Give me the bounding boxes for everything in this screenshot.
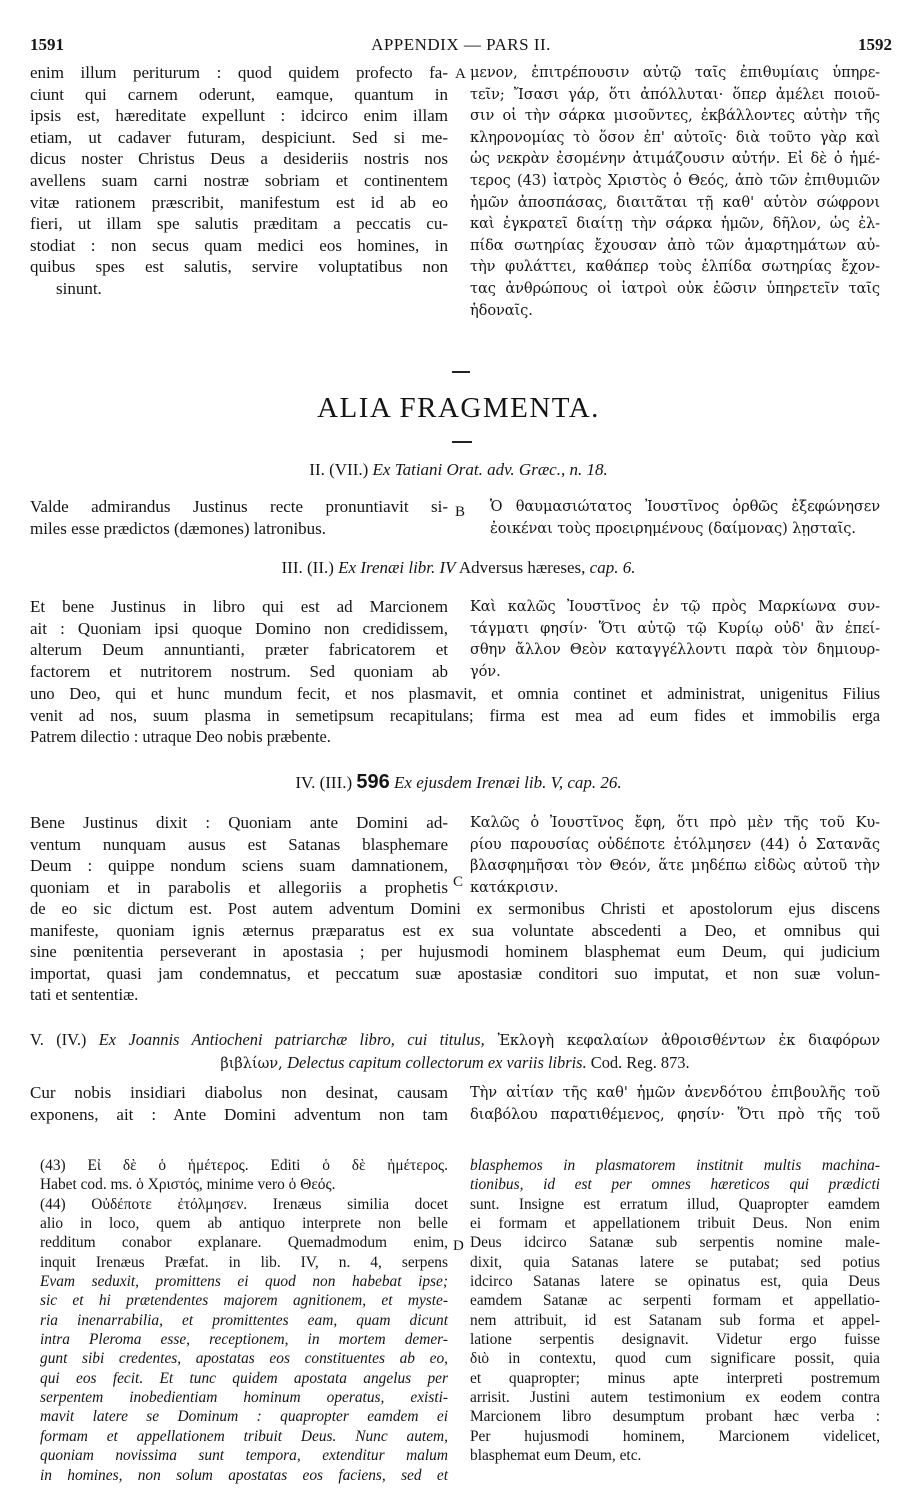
section-title: ALIA FRAGMENTA. <box>317 392 600 424</box>
text-line: διαβόλου παρατιθέμενος, φησίν· Ὅτι πρὸ τῆς τοῦ <box>470 1105 880 1123</box>
heading-numeral: V. (IV.) <box>30 1030 99 1049</box>
note-line: Deus idcirco Satanæ sub serpentis nomine male- <box>470 1234 880 1252</box>
note-line: Habet cod. ms. ὁ Χριστός, minime vero ὁ Θεός. <box>40 1176 336 1194</box>
note-line: gunt sibi credentes, apostatas eos constituentes ab eo, <box>40 1350 448 1368</box>
margin-marker-a: A <box>455 66 466 82</box>
note-line: quoniam novissima sunt tempora, extenditur malum <box>40 1447 448 1465</box>
text-line: uno Deo, qui et hunc mundum fecit, et nos plasmavit, et omnia continet et administrat, unigenitus Filius <box>30 684 880 703</box>
margin-marker-c: C <box>453 874 464 890</box>
note-line: blasphemos in plasmatorem institnit multis machina- <box>470 1157 880 1174</box>
text-line: καὶ ἐγκρατεῖ διαίτῃ τὴν σάρκα ἡμῶν, δῆλον, ὡς ἐλ- <box>470 215 880 233</box>
text-line: quibus spes est salutis, servire voluptatibus non <box>30 257 448 277</box>
note-line: sic et hi prætendentes majorem agnitionem, et myste- <box>40 1292 448 1310</box>
note-line: ei formam et appellationem tribuit Deus. Non enim <box>470 1215 880 1233</box>
note-line: latione serpentis designavit. Videtur ergo fuisse <box>470 1331 880 1349</box>
note-line: Marcionem libro desumptum probant hæc verba : <box>470 1408 880 1426</box>
note-line: arrisit. Justini autem testimonium ex eodem contra <box>470 1389 880 1407</box>
text-line: τερος (43) ἰατρὸς Χριστὸς ὁ Θεός, ἀπὸ τῶν ἐπιθυμιῶν <box>470 171 880 189</box>
note-line: mavit latere se Dominum : quapropter eamdem ei <box>40 1408 448 1426</box>
text-line: βλασφημῆσαι τὸν Θεόν, ἅτε μηδέπω εἰδὼς αὐτοῦ τὴν <box>470 857 880 875</box>
text-line: Ὁ θαυμασιώτατος Ἰουστῖνος ὀρθῶς ἐξεφώνησεν <box>490 498 880 515</box>
note-line: inquit Irenæus Præfat. in lib. IV, n. 4, serpens <box>40 1253 448 1271</box>
text-line: importat, quasi jam condemnatus, et peccatum suæ apostasiæ conditori suo imputat, et non suæ volun- <box>30 963 880 983</box>
fragment-greek <box>470 596 880 682</box>
note-line: in homines, non solum apostatas eos faciens, sed et <box>40 1466 448 1484</box>
note-line: sunt. Insigne est erratum illud, Quapropter eamdem <box>470 1195 880 1213</box>
text-line: quoniam et in parabolis et allegoriis a prophetis <box>30 877 448 897</box>
margin-marker-b: B <box>455 504 466 520</box>
text-line: τεῖν; Ἴσασι γάρ, ὅτι ἀπόλλυται· ὅπερ ἀμέλει ποιοῦ- <box>470 85 880 103</box>
text-line: ὡς νεκρὰν ἐσομένην ἀτιμάζουσιν αὐτήν. Εἰ δὲ ὁ ἡμέ- <box>470 150 880 168</box>
text-line: ἡδοναῖς. <box>470 301 533 319</box>
text-line: κατάκρισιν. <box>470 878 559 896</box>
heading-numeral: III. (II.) <box>281 558 339 577</box>
separator-dash <box>452 441 472 443</box>
text-line: σθην ἄλλον Θεὸν καταγγέλλοντι παρὰ τὸν δημιουρ- <box>470 641 880 659</box>
note-line: (44) Οὐδέποτε ἐτόλμησεν. Irenæus similia docet <box>40 1195 448 1213</box>
text-line: μενον, ἐπιτρέπουσιν αὐτῷ ταῖς ἐπιθυμίαις ὑπηρε- <box>470 64 880 81</box>
text-line: ἡμῶν ἀποσπάσας, διαιτᾶται τῇ καθ' αὑτὸν σώφρονι <box>470 193 880 211</box>
fragment-heading <box>0 557 917 579</box>
fragment-continuation <box>30 898 880 1006</box>
text-line: Bene Justinus dixit : Quoniam ante Domini ad- <box>30 813 448 832</box>
text-line: ciunt qui carnem oderunt, eamque, quantum in <box>30 84 448 104</box>
heading-source: Ex Irenæi libr. IV <box>338 558 456 577</box>
note-line: ria inenarrabilia, et promittentes eam, quam dicunt <box>40 1311 448 1329</box>
text-line: fieri, ut illam spe salutis præditam a peccatis cu- <box>30 214 448 234</box>
text-line: σιν οἱ τὴν σάρκα μισοῦντες, ἐκβάλλοντες αὐτὴν τῆς <box>470 107 880 125</box>
column-number: 596 <box>356 771 390 793</box>
text-line: alterum Deum annuntianti, præter fabricatorem et <box>30 640 448 660</box>
text-line: stodiat : non secus quam medici eos homines, in <box>30 235 448 255</box>
text-line: Et bene Justinus in libro qui est ad Marcionem <box>30 597 448 616</box>
text-line: τάγματι φησίν· Ὅτι αὐτῷ τῷ Κυρίῳ οὐδ' ἂν ἐπεί- <box>470 619 880 637</box>
fragment-heading <box>0 772 917 794</box>
note-line: serpentem inobedientiam hominum operatus, existi- <box>40 1389 448 1407</box>
note-line: eamdem Satanæ ac serpenti formam et appellatio- <box>470 1292 880 1310</box>
text-line: sinunt. <box>56 278 102 298</box>
heading-greek-title: Ἐκλογὴ κεφαλαίων ἀθροισθέντων ἐκ διαφόρων <box>484 1032 880 1049</box>
fragment-continuation <box>30 683 880 748</box>
note-line: tionibus, id est per omnes hæreticos qui prædicti <box>470 1176 880 1194</box>
heading-numeral: IV. (III.) <box>295 773 357 792</box>
fragment-heading <box>0 459 917 481</box>
text-line: avellens suam carni nostræ sobriam et continentem <box>30 170 448 190</box>
heading-work: Adversus hæreses, <box>455 558 590 577</box>
text-line: Patrem dilectio : utraque Deo nobis præbente. <box>30 727 331 747</box>
margin-marker-d: D <box>453 1238 464 1254</box>
fragment-heading <box>30 1029 880 1074</box>
text-line: dicus noster Christus Deus a desideriis nostris nos <box>30 149 448 169</box>
heading-source: Ex Joannis Antiocheni patriarchæ libro, cui titulus, <box>98 1030 485 1049</box>
heading-greek-title: βιβλίων, <box>220 1054 288 1072</box>
fragment-greek <box>470 1082 880 1125</box>
note-line: (43) Εἰ δὲ ὁ ἡμέτερος. Editi ὁ δὲ ἡμέτερος. <box>40 1157 448 1174</box>
text-line: γόν. <box>470 662 501 680</box>
text-line: vitæ rationem præscribit, manifestum est id ab eo <box>30 192 448 212</box>
running-header <box>30 34 892 58</box>
top-latin-column <box>30 62 448 300</box>
footnotes-right <box>470 1156 880 1466</box>
heading-source: Ex ejusdem Irenæi lib. V, cap. 26. <box>389 773 622 792</box>
text-line: Καλῶς ὁ Ἰουστῖνος ἔφη, ὅτι πρὸ μὲν τῆς τοῦ Κυ- <box>470 814 880 831</box>
text-line: manifeste, quoniam ignis æternus præparatus est ex sua voluntate abscedenti a Deo, et omnibus qui <box>30 920 880 940</box>
text-line: tati et sententiæ. <box>30 985 139 1005</box>
heading-latin-title: Delectus capitum collectorum ex variis libris. <box>287 1052 587 1072</box>
text-line: κληρονομίας τὸ ὅσον ἐπ' αὐτοῖς· διὰ τοῦτο γὰρ καὶ <box>470 128 880 146</box>
fragment-latin <box>30 496 448 539</box>
text-line: ait : Quoniam ipsi quoque Domino non credidissem, <box>30 618 448 638</box>
text-line: ventum nunquam ausus est Satanas blasphemare <box>30 834 448 854</box>
heading-numeral: II. (VII.) <box>309 460 373 479</box>
text-line: factorem et nutritorem nostrum. Sed quoniam ab <box>30 661 448 681</box>
text-line: venit ad nos, suum plasma in semetipsum recapitulans; firma est mea ad eum fides et immobilis erga <box>30 705 880 725</box>
note-line: qui eos fecit. Et tunc quidem apostata angelus per <box>40 1369 448 1387</box>
text-line: de eo sic dictum est. Post autem adventum Domini ex sermonibus Christi et apostolorum ejus discens <box>30 899 880 918</box>
note-line: redditum conabor explanare. Quemadmodum enim, <box>40 1234 448 1252</box>
note-line: alio in loco, quem ab antiquo interprete non belle <box>40 1215 448 1233</box>
note-line: dixit, quia Satanas latere se putabat; sed potius <box>470 1253 880 1271</box>
text-line: Cur nobis insidiari diabolus non desinat, causam <box>30 1083 448 1102</box>
text-line: ρίου παρουσίας οὐδέποτε ἐτόλμησεν (44) ὁ Σατανᾶς <box>470 835 880 853</box>
note-line: et quapropter; minus apte interpreti postremum <box>470 1369 880 1387</box>
text-line: πίδα σωτηρίας ἔχουσαν ἀπὸ τῶν ἁμαρτημάτων αὐ- <box>470 236 880 254</box>
text-line: exponens, ait : Ante Domini adventum non tam <box>30 1104 448 1124</box>
text-line: etiam, ut cadaver futuram, despiciunt. Sed si me- <box>30 127 448 147</box>
text-line: τὴν φυλάττει, καθάπερ τοὺς ἐλπίδα σωτηρίας ἔχον- <box>470 258 880 276</box>
text-line: ipsis est, hæreditate expellunt : idcirco enim illam <box>30 106 448 126</box>
heading-codex: Cod. Reg. 873. <box>586 1052 690 1072</box>
text-line: miles esse prædictos (dæmones) latronibus. <box>30 518 327 538</box>
note-line: Evam seduxit, promittens ei quod non habebat ipse; <box>40 1273 448 1291</box>
heading-source: Ex Tatiani Orat. adv. Græc., n. 18. <box>372 460 608 479</box>
heading-line <box>30 1052 880 1075</box>
heading-line <box>30 1029 880 1052</box>
text-line: ἐοικέναι τοὺς προειρημένους (δαίμονας) λῃσταῖς. <box>490 519 856 537</box>
note-line: Per hujusmodi hominem, Marcionem videlicet, <box>470 1427 880 1445</box>
separator-dash <box>452 371 470 373</box>
note-line: intra Pleroma esse, receptionem, in mortem demer- <box>40 1331 448 1349</box>
top-greek-column <box>470 62 880 321</box>
page-number-left: 1591 <box>30 35 64 54</box>
text-line: τας ἀνθρώπους οἱ ἰατροὶ οὐκ ἐῶσιν ὑπηρετεῖν ταῖς <box>470 279 880 297</box>
fragment-latin <box>30 812 448 898</box>
fragment-greek <box>490 496 880 539</box>
text-line: Deum : quippe nondum sciens suam damnationem, <box>30 856 448 876</box>
text-line: Καὶ καλῶς Ἰουστῖνος ἐν τῷ πρὸς Μαρκίωνα συν- <box>470 598 880 615</box>
text-line: Valde admirandus Justinus recte pronuntiavit si- <box>30 497 448 516</box>
note-line: blasphemat eum Deum, etc. <box>470 1447 642 1465</box>
heading-chapter: cap. 6. <box>589 558 636 577</box>
footnotes-left <box>40 1156 448 1485</box>
text-line: Τὴν αἰτίαν τῆς καθ' ἡμῶν ἀνενδότου ἐπιβουλῆς τοῦ <box>470 1084 880 1101</box>
note-line: idcirco Satanas latere se opinatus est, quia Deus <box>470 1273 880 1291</box>
page-number-right: 1592 <box>858 35 892 54</box>
note-line: διὸ in contextu, quod cum significare possit, quia <box>470 1350 880 1368</box>
fragment-latin <box>30 596 448 682</box>
fragment-greek <box>470 812 880 898</box>
running-title: APPENDIX — PARS II. <box>371 35 551 54</box>
note-line: nem attribuit, id est Satanam sub forma et appel- <box>470 1311 880 1329</box>
text-line: enim illum periturum : quod quidem profecto fa- <box>30 63 448 82</box>
text-line: sine pœnitentia perseverant in apostasia ; per hujusmodi hominem blasphemat eum Deum, qui judicium <box>30 942 880 962</box>
note-line: formam et appellationem tribuit Deus. Nunc autem, <box>40 1427 448 1445</box>
fragment-latin <box>30 1082 448 1125</box>
